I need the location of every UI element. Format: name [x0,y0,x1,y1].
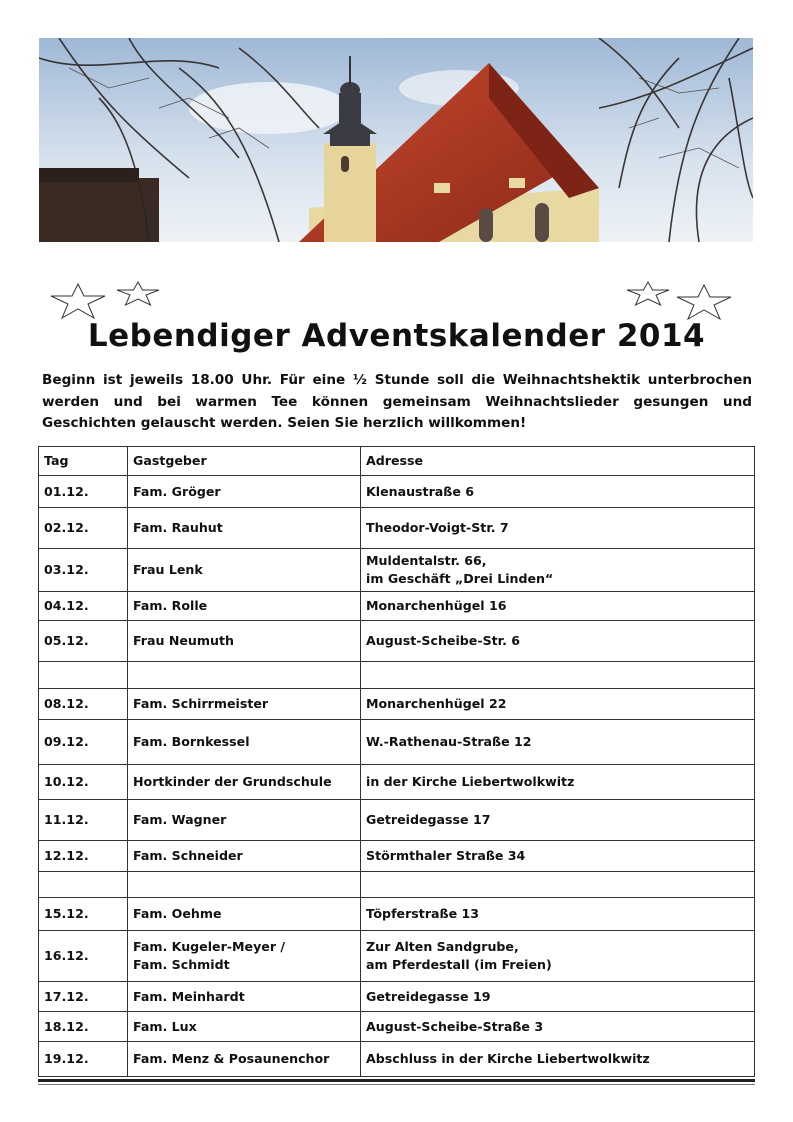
cell-gastgeber-line: Hortkinder der Grundschule [133,774,332,789]
cell-adresse [361,765,755,800]
cell-adresse-line: im Geschäft „Drei Linden“ [366,571,554,586]
cell-gastgeber [128,621,361,662]
cell-tag: 10.12. [39,765,128,800]
table-header-row [39,447,755,476]
cell-gastgeber-line: Fam. Schmidt [133,957,230,972]
table-row [39,898,755,931]
cell-adresse [361,592,755,621]
cell-gastgeber [128,765,361,800]
cell-gastgeber [128,689,361,720]
cell-adresse [361,872,755,898]
cell-gastgeber [128,1012,361,1042]
cell-tag: 16.12. [39,931,128,982]
cell-tag: 03.12. [39,549,128,592]
cell-adresse-line: in der Kirche Liebertwolkwitz [366,774,575,789]
cell-adresse-line: Töpferstraße 13 [366,906,480,921]
table-row [39,841,755,872]
cell-gastgeber [128,898,361,931]
cell-gastgeber-line: Fam. Rauhut [133,520,223,535]
intro-text: Beginn ist jeweils 18.00 Uhr. Für eine ½ Stunde soll die Weihnachtshektik unterbrochen werden und bei warmen Tee können gemeinsam Weihnachtslieder gesungen und Geschichten gelauscht werden. Seien Sie herzlich willkommen! [42,372,752,431]
cell-adresse [361,720,755,765]
cell-adresse-line: Abschluss in der Kirche Liebertwolkwitz [366,1051,650,1066]
star-icon [675,283,733,321]
cell-adresse-line: Getreidegasse 17 [366,812,491,827]
cell-adresse [361,982,755,1012]
cell-tag: 15.12. [39,898,128,931]
star-icon [626,281,670,306]
cell-gastgeber [128,476,361,508]
cell-tag: 01.12. [39,476,128,508]
cell-adresse [361,898,755,931]
cell-gastgeber-line: Fam. Menz & Posaunenchor [133,1051,330,1066]
cell-adresse-line: August-Scheibe-Straße 3 [366,1018,544,1034]
table-row [39,800,755,841]
cell-gastgeber-line: Fam. Rolle [133,598,208,613]
table-row [39,508,755,549]
cell-tag: 11.12. [39,800,128,841]
cell-adresse-line: Monarchenhügel 22 [366,696,507,711]
cell-tag: 19.12. [39,1042,128,1077]
cell-gastgeber [128,841,361,872]
schedule-table [38,446,755,1077]
cell-gastgeber-line: Fam. Lux [133,1018,197,1034]
table-row [39,872,755,898]
cell-gastgeber-line: Fam. Oehme [133,906,222,921]
cell-adresse [361,549,755,592]
cell-gastgeber-line: Fam. Gröger [133,483,221,499]
cell-adresse-line: am Pferdestall (im Freien) [366,957,552,972]
cell-tag: 08.12. [39,689,128,720]
cell-tag: 17.12. [39,982,128,1012]
cell-adresse-line: Zur Alten Sandgrube, [366,939,519,954]
cell-adresse-line: Monarchenhügel 16 [366,598,507,613]
cell-tag: 09.12. [39,720,128,765]
cell-adresse-line: Theodor-Voigt-Str. 7 [366,520,509,535]
header-tag: Tag [39,447,128,476]
table-row [39,621,755,662]
header-photo-church [39,38,753,242]
cell-gastgeber [128,592,361,621]
cell-adresse [361,931,755,982]
cell-gastgeber [128,931,361,982]
cell-adresse [361,800,755,841]
cell-adresse [361,662,755,689]
table-row [39,931,755,982]
bottom-rule-thin [38,1084,755,1085]
cell-gastgeber-line: Fam. Wagner [133,812,227,827]
cell-gastgeber [128,720,361,765]
cell-tag: 12.12. [39,841,128,872]
cell-adresse [361,1042,755,1077]
table-row [39,982,755,1012]
cell-tag: 02.12. [39,508,128,549]
cell-adresse-line: Störmthaler Straße 34 [366,848,526,863]
cell-adresse-line: August-Scheibe-Str. 6 [366,633,521,648]
cell-adresse [361,841,755,872]
cell-gastgeber-line: Fam. Meinhardt [133,988,245,1004]
table-row [39,662,755,689]
table-row [39,592,755,621]
table-row [39,476,755,508]
cell-gastgeber-line: Fam. Bornkessel [133,734,250,749]
cell-adresse [361,621,755,662]
cell-gastgeber [128,508,361,549]
cell-adresse [361,1012,755,1042]
cell-tag [39,662,128,689]
cell-gastgeber-line: Fam. Schirrmeister [133,696,269,711]
table-row [39,549,755,592]
header-adresse: Adresse [361,447,755,476]
cell-gastgeber [128,872,361,898]
cell-gastgeber-line: Frau Lenk [133,562,203,577]
table-row [39,1042,755,1077]
cell-tag [39,872,128,898]
cell-adresse [361,476,755,508]
cell-tag: 05.12. [39,621,128,662]
cell-adresse-line: Klenaustraße 6 [366,483,475,499]
star-icon [49,282,107,320]
cell-adresse [361,689,755,720]
bottom-rule [38,1079,755,1082]
cell-gastgeber [128,1042,361,1077]
cell-gastgeber [128,982,361,1012]
table-row [39,1012,755,1042]
cell-gastgeber [128,662,361,689]
cell-adresse-line: W.-Rathenau-Straße 12 [366,734,532,749]
table-row [39,689,755,720]
header-gastgeber: Gastgeber [128,447,361,476]
cell-adresse-line: Muldentalstr. 66, [366,553,487,568]
cell-tag: 04.12. [39,592,128,621]
table-row [39,720,755,765]
cell-tag: 18.12. [39,1012,128,1042]
cell-gastgeber [128,800,361,841]
page-title: Lebendiger Adventskalender 2014 [87,318,706,354]
cell-gastgeber-line: Fam. Schneider [133,848,243,863]
table-row [39,765,755,800]
cell-gastgeber-line: Fam. Kugeler-Meyer / [133,939,286,954]
cell-adresse-line: Getreidegasse 19 [366,988,491,1004]
star-icon [116,281,160,306]
cell-gastgeber-line: Frau Neumuth [133,633,234,648]
cell-adresse [361,508,755,549]
cell-gastgeber [128,549,361,592]
